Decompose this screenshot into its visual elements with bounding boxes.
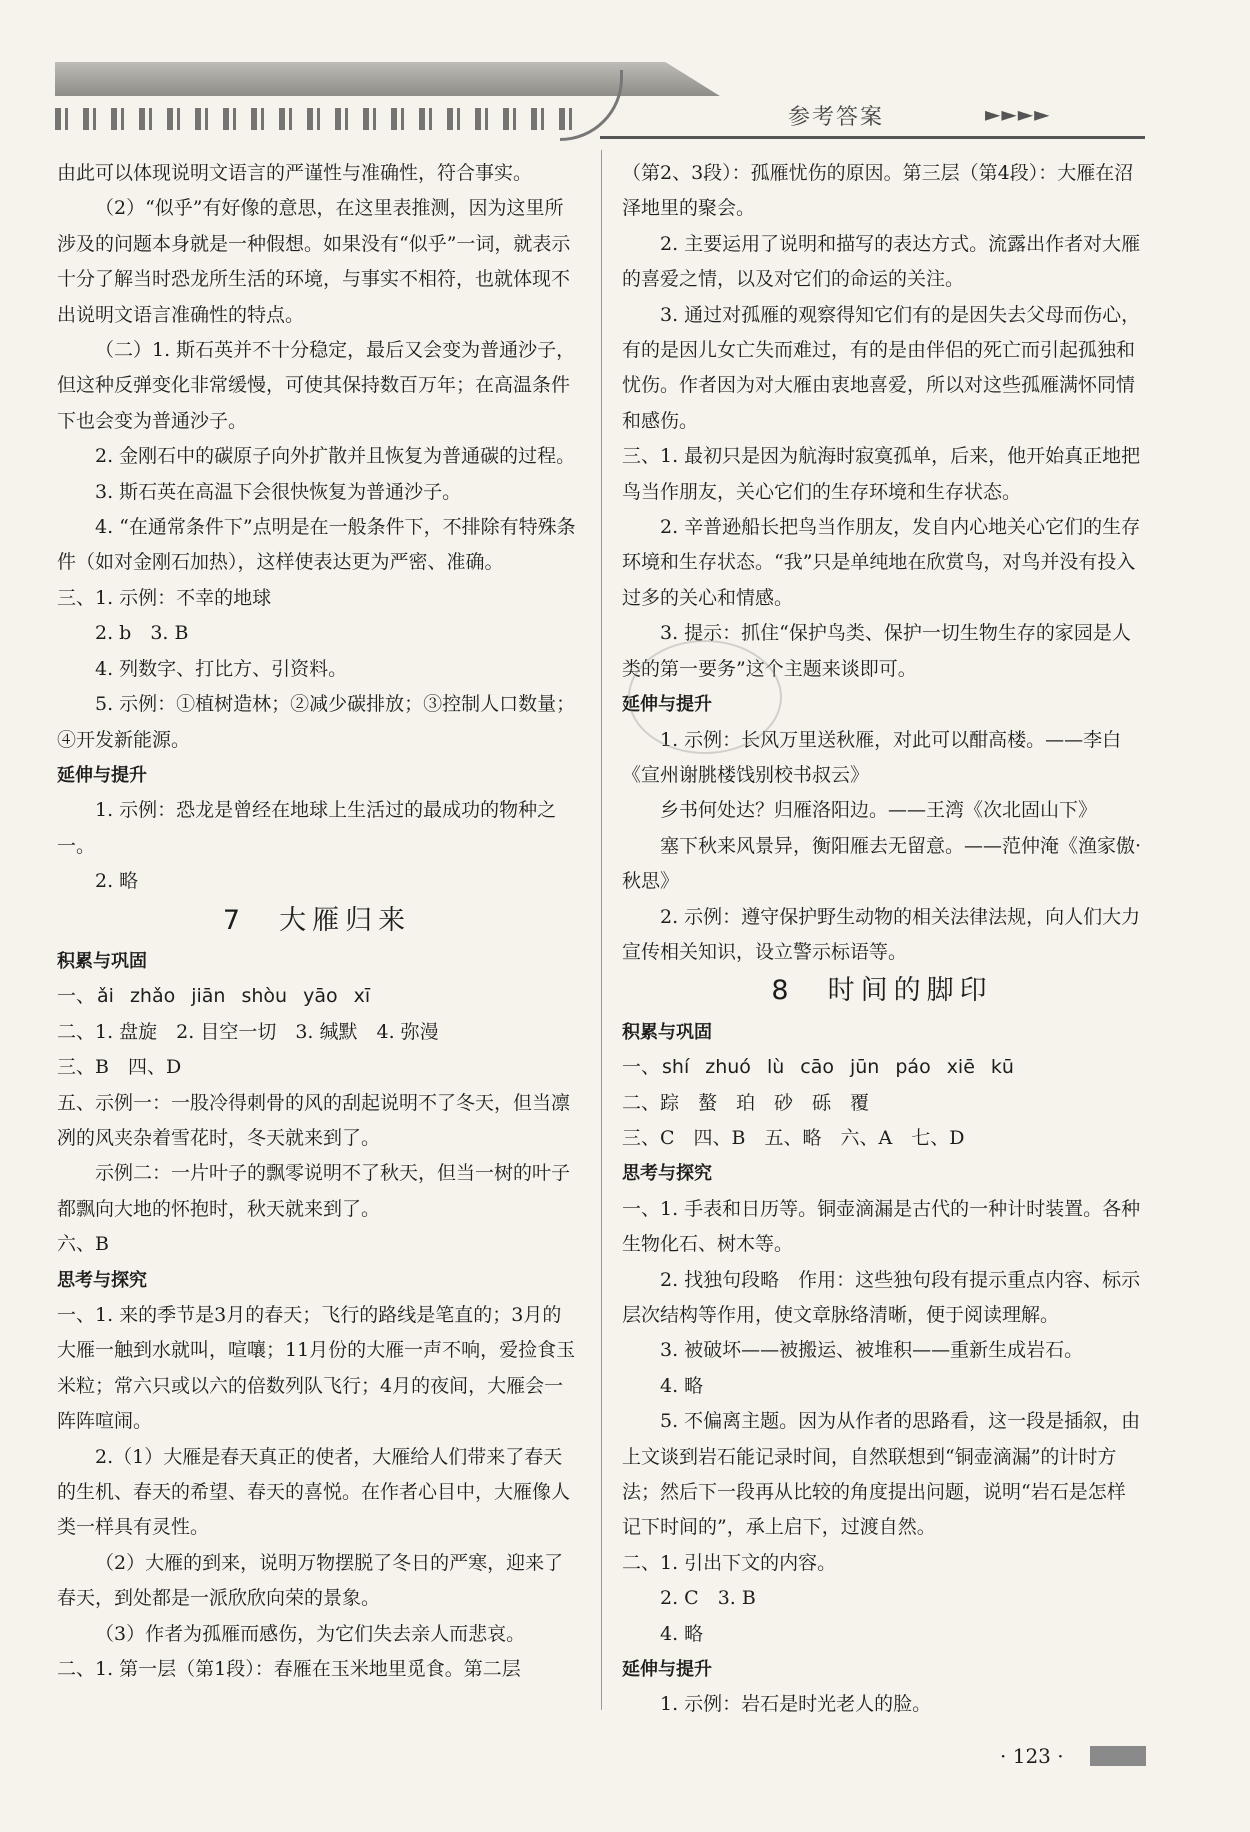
pinyin: jūn bbox=[849, 1056, 880, 1079]
paragraph: 一、1. 来的季节是3月的春天；飞行的路线是笔直的；3月的大雁一触到水就叫，喧嚷；11月份的大雁一声不响，爱捡食玉米粒；常六只或以六的倍数列队飞行；4月的夜间，大雁会一阵阵喧闹。 bbox=[57, 1304, 576, 1433]
pinyin-line bbox=[622, 1050, 1142, 1085]
header-rule bbox=[600, 136, 1145, 139]
section-title: 参考答案 bbox=[788, 105, 885, 130]
paragraph: 2. 金刚石中的碳原子向外扩散并且恢复为普通碳的过程。 bbox=[95, 445, 576, 468]
paragraph: 3. 斯石英在高温下会很快恢复为普通沙子。 bbox=[95, 480, 462, 503]
paragraph: 乡书何处达？归雁洛阳边。——王湾《次北固山下》 bbox=[660, 799, 1098, 822]
section-heading: 积累与巩固 bbox=[57, 950, 147, 972]
paragraph: 三、1. 示例：不幸的地球 bbox=[57, 586, 272, 609]
pinyin: ǎi bbox=[97, 985, 114, 1008]
arrow-icon: ►►►► bbox=[985, 102, 1051, 126]
paragraph: 一、1. 手表和日历等。铜壶滴漏是古代的一种计时装置。各种生物化石、树木等。 bbox=[622, 1197, 1141, 1256]
paragraph: （2）大雁的到来，说明万物摆脱了冬日的严寒，迎来了春天，到处都是一派欣欣向荣的景象。 bbox=[57, 1551, 564, 1610]
section-heading: 延伸与提升 bbox=[622, 1659, 712, 1681]
pinyin: cāo bbox=[800, 1056, 834, 1079]
paragraph: 二、1. 盘旋 2. 目空一切 3. 缄默 4. 弥漫 bbox=[57, 1020, 439, 1043]
paragraph: 3. 被破坏——被搬运、被堆积——重新生成岩石。 bbox=[660, 1339, 1084, 1362]
paragraph: 4. 列数字、打比方、引资料。 bbox=[95, 657, 348, 680]
paragraph: 三、C 四、B 五、略 六、A 七、D bbox=[622, 1126, 965, 1149]
paragraph: 3. 通过对孤雁的观察得知它们有的是因失去父母而伤心，有的是因儿女亡失而难过，有的是由伴侣的死亡而引起孤独和忧伤。作者因为对大雁由衷地喜爱，所以对这些孤雁满怀同情和感伤。 bbox=[622, 303, 1141, 432]
page-number: · 123 · bbox=[1000, 1744, 1064, 1768]
paragraph: 2. C 3. B bbox=[660, 1587, 756, 1610]
pinyin: páo bbox=[895, 1056, 931, 1079]
paragraph: 二、踪 螯 珀 砂 砾 覆 bbox=[622, 1091, 870, 1114]
paragraph: 2. 略 bbox=[95, 870, 139, 893]
paragraph: 1. 示例：恐龙是曾经在地球上生活过的最成功的物种之一。 bbox=[57, 799, 557, 857]
header-curve bbox=[560, 70, 623, 141]
paragraph: 5. 不偏离主题。因为从作者的思路看，这一段是插叙，由上文谈到岩石能记录时间，自然联想到“铜壶滴漏”的计时方法；然后下一段再从比较的角度提出问题，说明“岩石是怎样记下时间的”，承上启下，过渡自然。 bbox=[622, 1410, 1141, 1539]
paragraph: （二）1. 斯石英并不十分稳定，最后又会变为普通沙子，但这种反弹变化非常缓慢，可使其保持数百万年；在高温条件下也会变为普通沙子。 bbox=[57, 339, 576, 432]
paragraph: （第2、3段）：孤雁忧伤的原因。第三层（第4段）：大雁在沼泽地里的聚会。 bbox=[622, 162, 1134, 220]
paragraph: 3. 提示：抓住“保护鸟类、保护一切生物生存的家园是人类的第一要务”这个主题来谈即可。 bbox=[622, 622, 1131, 680]
page-tab bbox=[1090, 1746, 1146, 1766]
paragraph: 由此可以体现说明文语言的严谨性与准确性，符合事实。 bbox=[57, 162, 533, 184]
pinyin: zhǎo bbox=[129, 985, 176, 1008]
item-label: 一、 bbox=[622, 1056, 661, 1079]
stamp-mark bbox=[628, 640, 782, 754]
paragraph: 塞下秋来风景异，衡阳雁去无留意。——范仲淹《渔家傲·秋思》 bbox=[622, 834, 1142, 893]
paragraph: 五、示例一：一股冷得刺骨的风的刮起说明不了冬天，但当凛冽的风夹杂着雪花时，冬天就来到了。 bbox=[57, 1091, 571, 1149]
header-decoration bbox=[55, 108, 575, 130]
paragraph: 三、B 四、D bbox=[57, 1056, 182, 1079]
pinyin: xī bbox=[353, 985, 371, 1008]
left-column bbox=[57, 156, 577, 1687]
column-divider bbox=[601, 150, 602, 1710]
paragraph: 2. 辛普逊船长把鸟当作朋友，发自内心地关心它们的生存环境和生存状态。“我”只是单纯地在欣赏鸟，对鸟并没有投入过多的关心和情感。 bbox=[622, 516, 1141, 609]
pinyin: shòu bbox=[241, 985, 288, 1008]
paragraph: 2. 主要运用了说明和描写的表达方式。流露出作者对大雁的喜爱之情，以及对它们的命运的关注。 bbox=[622, 232, 1141, 291]
pinyin-line bbox=[57, 979, 577, 1014]
paragraph: 4. “在通常条件下”点明是在一般条件下，不排除有特殊条件（如对金刚石加热），这样使表达更为严密、准确。 bbox=[57, 516, 576, 574]
paragraph: 4. 略 bbox=[660, 1622, 704, 1645]
section-heading: 思考与探究 bbox=[622, 1163, 712, 1185]
lesson-title: 7 大雁归来 bbox=[222, 904, 412, 936]
pinyin: yāo bbox=[303, 985, 338, 1008]
section-heading: 思考与探究 bbox=[57, 1269, 147, 1291]
pinyin: kū bbox=[990, 1056, 1014, 1079]
pinyin: xiē bbox=[946, 1056, 975, 1079]
pinyin: zhuó bbox=[705, 1056, 751, 1079]
pinyin: jiān bbox=[191, 985, 226, 1008]
section-heading: 积累与巩固 bbox=[622, 1021, 712, 1043]
section-heading: 延伸与提升 bbox=[57, 764, 147, 786]
paragraph: 二、1. 引出下文的内容。 bbox=[622, 1551, 837, 1574]
paragraph: 2. 示例：遵守保护野生动物的相关法律法规，向人们大力宣传相关知识，设立警示标语等。 bbox=[622, 905, 1141, 963]
paragraph: 2.（1）大雁是春天真正的使者，大雁给人们带来了春天的生机、春天的希望、春天的喜悦。在作者心目中，大雁像人类一样具有灵性。 bbox=[57, 1445, 571, 1539]
paragraph: 2. b 3. B bbox=[95, 622, 189, 645]
paragraph: 六、B bbox=[57, 1233, 109, 1256]
paragraph: 4. 略 bbox=[660, 1374, 704, 1397]
paragraph: 2. 找独句段略 作用：这些独句段有提示重点内容、标示层次结构等作用，使文章脉络清晰，便于阅读理解。 bbox=[622, 1268, 1141, 1326]
right-column bbox=[622, 156, 1142, 1723]
item-label: 一、 bbox=[57, 985, 96, 1008]
paragraph: 1. 示例：长风万里送秋雁，对此可以酣高楼。——李白《宣州谢朓楼饯别校书叔云》 bbox=[622, 728, 1122, 786]
lesson-title: 8 时间的脚印 bbox=[771, 975, 993, 1007]
paragraph: 5. 示例：①植树造林；②减少碳排放；③控制人口数量；④开发新能源。 bbox=[57, 693, 576, 751]
pinyin: lù bbox=[766, 1056, 785, 1079]
paragraph: （3）作者为孤雁而感伤，为它们失去亲人而悲哀。 bbox=[95, 1622, 526, 1645]
paragraph: 三、1. 最初只是因为航海时寂寞孤单，后来，他开始真正地把鸟当作朋友，关心它们的生存环境和生存状态。 bbox=[622, 445, 1141, 503]
pinyin: shí bbox=[662, 1056, 690, 1079]
paragraph: 1. 示例：岩石是时光老人的脸。 bbox=[660, 1693, 932, 1716]
paragraph: 二、1. 第一层（第1段）：春雁在玉米地里觅食。第二层 bbox=[57, 1658, 521, 1681]
paragraph: 示例二：一片叶子的飘零说明不了秋天，但当一树的叶子都飘向大地的怀抱时，秋天就来到了。 bbox=[57, 1162, 571, 1220]
section-heading: 延伸与提升 bbox=[622, 694, 712, 716]
paragraph: （2）“似乎”有好像的意思，在这里表推测，因为这里所涉及的问题本身就是一种假想。如果没有“似乎”一词，就表示十分了解当时恐龙所生活的环境，与事实不相符，也就体现不出说明文语言准确性的特点。 bbox=[57, 197, 571, 326]
